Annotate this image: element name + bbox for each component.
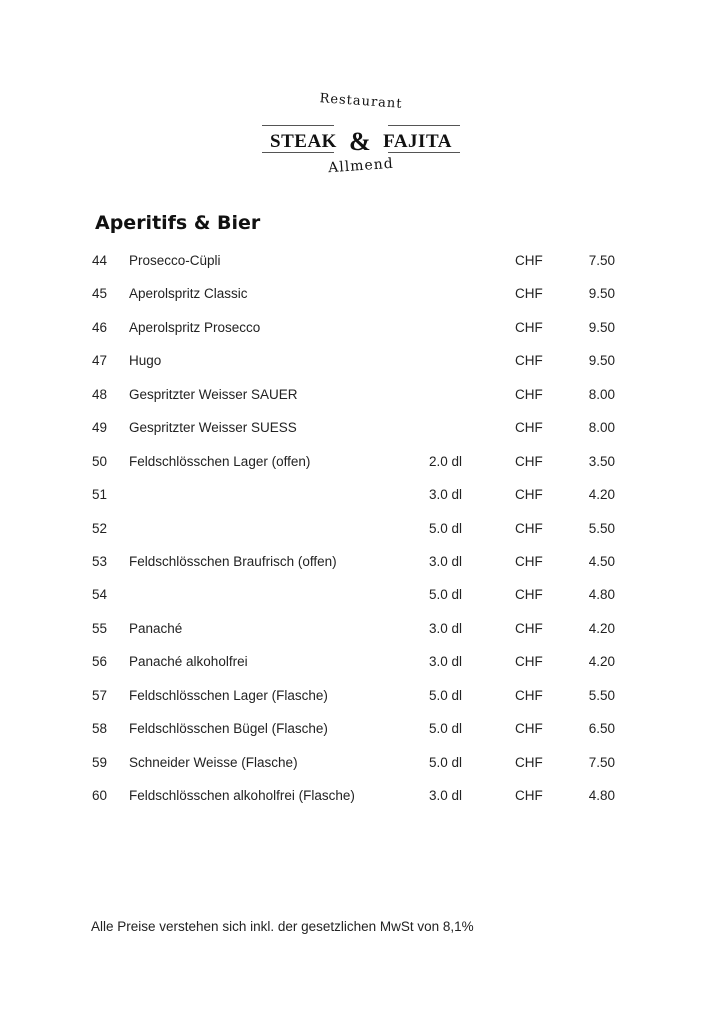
item-volume: 5.0 dl xyxy=(429,587,463,603)
logo-restaurant-text: Restaurant xyxy=(319,91,403,112)
item-price: 9.50 xyxy=(588,286,615,302)
item-name: Feldschlösschen Lager (offen) xyxy=(129,453,311,469)
vat-note: Alle Preise verstehen sich inkl. der gesetzlichen MwSt von 8,1% xyxy=(91,919,474,934)
item-number: 52 xyxy=(92,520,108,536)
item-name: Feldschlösschen Lager (Flasche) xyxy=(129,687,328,703)
menu-item xyxy=(0,253,724,286)
menu-list xyxy=(0,253,724,821)
item-number: 58 xyxy=(92,721,108,737)
menu-item xyxy=(0,621,724,654)
item-currency: CHF xyxy=(515,587,543,603)
menu-item xyxy=(0,755,724,788)
item-number: 47 xyxy=(92,353,108,369)
item-number: 45 xyxy=(92,286,108,302)
item-volume: 3.0 dl xyxy=(429,487,463,503)
item-number: 44 xyxy=(92,253,108,268)
item-currency: CHF xyxy=(515,487,543,503)
item-currency: CHF xyxy=(515,553,543,569)
menu-item xyxy=(0,521,724,554)
item-currency: CHF xyxy=(515,788,543,803)
item-price: 4.80 xyxy=(588,788,615,803)
item-name: Feldschlösschen Bügel (Flasche) xyxy=(129,721,328,737)
menu-item xyxy=(0,286,724,319)
item-name: Hugo xyxy=(129,353,162,369)
item-currency: CHF xyxy=(515,353,543,369)
item-name: Panaché xyxy=(129,620,183,636)
item-volume: 5.0 dl xyxy=(429,721,463,737)
item-price: 4.20 xyxy=(588,654,615,670)
item-number: 57 xyxy=(92,687,108,703)
menu-item xyxy=(0,654,724,687)
item-name: Feldschlösschen alkoholfrei (Flasche) xyxy=(129,788,355,803)
logo-name xyxy=(258,124,464,154)
menu-item xyxy=(0,721,724,754)
item-name: Feldschlösschen Braufrisch (offen) xyxy=(129,553,337,569)
item-volume: 5.0 dl xyxy=(429,754,463,770)
item-price: 4.20 xyxy=(588,620,615,636)
item-name: Panaché alkoholfrei xyxy=(129,654,248,670)
menu-item xyxy=(0,487,724,520)
item-currency: CHF xyxy=(515,520,543,536)
menu-item xyxy=(0,353,724,386)
item-price: 8.00 xyxy=(588,420,615,436)
item-price: 6.50 xyxy=(588,721,615,737)
item-price: 4.50 xyxy=(588,553,615,569)
section-heading: Aperitifs & Bier xyxy=(95,212,261,234)
item-number: 49 xyxy=(92,420,108,436)
restaurant-logo xyxy=(258,91,464,184)
item-volume: 3.0 dl xyxy=(429,788,463,803)
item-currency: CHF xyxy=(515,453,543,469)
menu-item xyxy=(0,587,724,620)
logo-rule xyxy=(262,152,334,153)
item-volume: 2.0 dl xyxy=(429,453,463,469)
item-number: 46 xyxy=(92,319,108,335)
item-name: Prosecco-Cüpli xyxy=(129,253,221,268)
item-name: Aperolspritz Classic xyxy=(129,286,248,302)
item-currency: CHF xyxy=(515,420,543,436)
item-name: Gespritzter Weisser SUESS xyxy=(129,420,297,436)
menu-item xyxy=(0,454,724,487)
menu-item xyxy=(0,320,724,353)
menu-item xyxy=(0,788,724,821)
item-volume: 3.0 dl xyxy=(429,654,463,670)
item-price: 5.50 xyxy=(588,687,615,703)
item-price: 4.80 xyxy=(588,587,615,603)
item-currency: CHF xyxy=(515,754,543,770)
logo-allmend-text: Allmend xyxy=(327,155,395,177)
item-price: 4.20 xyxy=(588,487,615,503)
item-price: 5.50 xyxy=(588,520,615,536)
item-currency: CHF xyxy=(515,721,543,737)
item-number: 48 xyxy=(92,386,108,402)
item-price: 9.50 xyxy=(588,353,615,369)
item-volume: 5.0 dl xyxy=(429,520,463,536)
item-currency: CHF xyxy=(515,687,543,703)
item-price: 7.50 xyxy=(588,754,615,770)
menu-item xyxy=(0,387,724,420)
item-currency: CHF xyxy=(515,253,543,268)
item-volume: 5.0 dl xyxy=(429,687,463,703)
item-number: 53 xyxy=(92,553,108,569)
menu-item xyxy=(0,420,724,453)
item-volume: 3.0 dl xyxy=(429,553,463,569)
logo-fajita: FAJITA xyxy=(383,131,452,152)
item-number: 56 xyxy=(92,654,108,670)
item-price: 8.00 xyxy=(588,386,615,402)
menu-item xyxy=(0,688,724,721)
menu-item xyxy=(0,554,724,587)
item-number: 50 xyxy=(92,453,108,469)
item-name: Aperolspritz Prosecco xyxy=(129,319,261,335)
logo-steak: STEAK xyxy=(270,131,337,152)
item-price: 9.50 xyxy=(588,319,615,335)
item-currency: CHF xyxy=(515,620,543,636)
item-number: 51 xyxy=(92,487,108,503)
logo-ampersand: & xyxy=(348,127,372,156)
item-number: 59 xyxy=(92,754,108,770)
item-number: 54 xyxy=(92,587,108,603)
item-volume: 3.0 dl xyxy=(429,620,463,636)
item-currency: CHF xyxy=(515,319,543,335)
item-price: 3.50 xyxy=(588,453,615,469)
item-currency: CHF xyxy=(515,654,543,670)
item-number: 60 xyxy=(92,788,108,803)
item-name: Schneider Weisse (Flasche) xyxy=(129,754,298,770)
item-currency: CHF xyxy=(515,286,543,302)
item-currency: CHF xyxy=(515,386,543,402)
item-number: 55 xyxy=(92,620,108,636)
item-name: Gespritzter Weisser SAUER xyxy=(129,386,298,402)
item-price: 7.50 xyxy=(588,253,615,268)
